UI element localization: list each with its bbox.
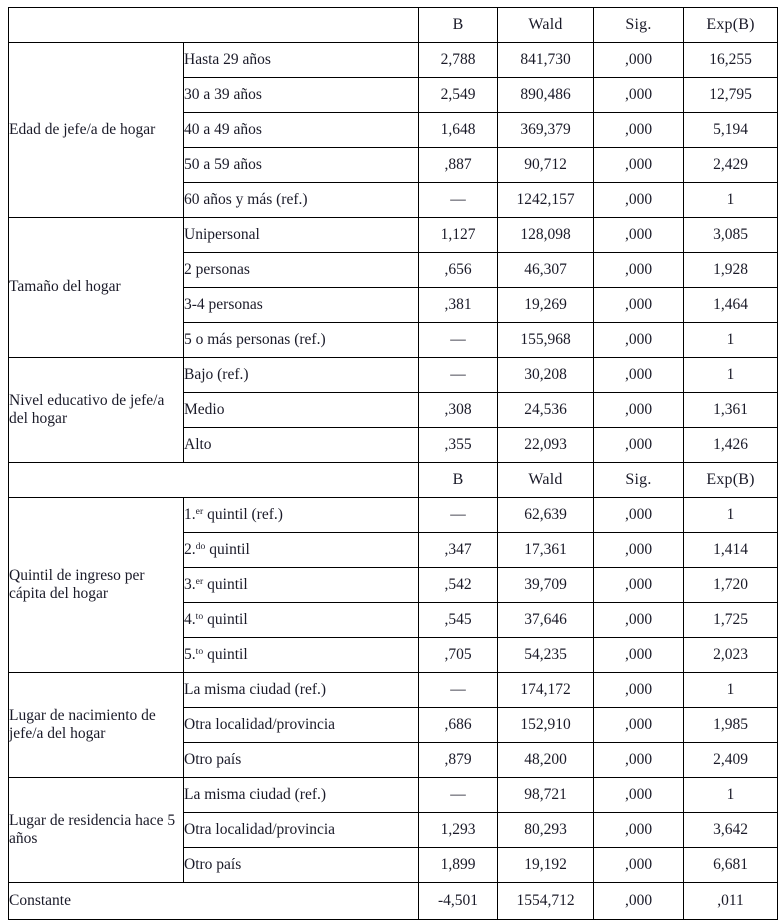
variable-group-label: Lugar de residencia hace 5 años [9, 778, 184, 883]
cell-significance: ,000 [594, 603, 684, 638]
cell-significance: ,000 [594, 568, 684, 603]
cell-exp-b: 1 [684, 358, 778, 393]
category-label: La misma ciudad (ref.) [184, 673, 419, 708]
cell-exp-b: 1 [684, 673, 778, 708]
variable-group-label: Nivel educativo de jefe/a del hogar [9, 358, 184, 463]
column-header-expb: Exp(B) [684, 463, 778, 498]
cell-coefficient-b: ,542 [419, 568, 498, 603]
cell-wald: 22,093 [498, 428, 594, 463]
cell-wald: 1554,712 [498, 883, 594, 920]
cell-exp-b: 3,085 [684, 218, 778, 253]
table-header-row [9, 8, 778, 43]
cell-wald: 24,536 [498, 393, 594, 428]
cell-coefficient-b: — [419, 498, 498, 533]
category-label-text: quintil [203, 575, 248, 593]
cell-coefficient-b: 1,293 [419, 813, 498, 848]
category-label: Hasta 29 años [184, 43, 419, 78]
cell-coefficient-b: 1,899 [419, 848, 498, 883]
cell-coefficient-b: -4,501 [419, 883, 498, 920]
cell-significance: ,000 [594, 813, 684, 848]
category-ordinal-number: 2. [184, 540, 196, 558]
cell-wald: 98,721 [498, 778, 594, 813]
regression-table-container [8, 7, 777, 920]
cell-significance: ,000 [594, 323, 684, 358]
cell-exp-b: 16,255 [684, 43, 778, 78]
category-ordinal-number: 5. [184, 645, 196, 663]
variable-group-label: Lugar de nacimiento de jefe/a del hogar [9, 673, 184, 778]
cell-wald: 19,192 [498, 848, 594, 883]
category-ordinal-suffix: er [195, 576, 204, 588]
variable-group-label: Tamaño del hogar [9, 218, 184, 358]
cell-significance: ,000 [594, 428, 684, 463]
cell-exp-b: 6,681 [684, 848, 778, 883]
category-label [184, 498, 419, 533]
cell-exp-b: ,011 [684, 883, 778, 920]
category-label [184, 638, 419, 673]
table-row [9, 43, 778, 78]
cell-wald: 90,712 [498, 148, 594, 183]
cell-exp-b: 2,409 [684, 743, 778, 778]
cell-exp-b: 2,023 [684, 638, 778, 673]
cell-coefficient-b: — [419, 778, 498, 813]
cell-coefficient-b: — [419, 183, 498, 218]
category-label: 3-4 personas [184, 288, 419, 323]
category-label: Otra localidad/provincia [184, 813, 419, 848]
category-label-text: quintil (ref.) [203, 505, 283, 523]
column-header-sig: Sig. [594, 463, 684, 498]
cell-coefficient-b: ,545 [419, 603, 498, 638]
category-ordinal-number: 1. [184, 505, 196, 523]
category-label [184, 533, 419, 568]
cell-wald: 30,208 [498, 358, 594, 393]
cell-coefficient-b: ,705 [419, 638, 498, 673]
cell-significance: ,000 [594, 218, 684, 253]
category-ordinal-suffix: er [195, 506, 204, 518]
cell-wald: 39,709 [498, 568, 594, 603]
category-label-text: quintil [205, 540, 250, 558]
category-label [184, 603, 419, 638]
category-label: Otro país [184, 743, 419, 778]
cell-wald: 841,730 [498, 43, 594, 78]
cell-coefficient-b: ,656 [419, 253, 498, 288]
category-label: Bajo (ref.) [184, 358, 419, 393]
category-label: Alto [184, 428, 419, 463]
cell-significance: ,000 [594, 778, 684, 813]
cell-significance: ,000 [594, 638, 684, 673]
cell-coefficient-b: ,887 [419, 148, 498, 183]
cell-coefficient-b: ,355 [419, 428, 498, 463]
category-label-text: quintil [203, 645, 248, 663]
cell-exp-b: 3,642 [684, 813, 778, 848]
cell-wald: 1242,157 [498, 183, 594, 218]
cell-exp-b: 1,928 [684, 253, 778, 288]
variable-group-label: Edad de jefe/a de hogar [9, 43, 184, 218]
cell-coefficient-b: ,879 [419, 743, 498, 778]
cell-coefficient-b: ,308 [419, 393, 498, 428]
cell-exp-b: 1,985 [684, 708, 778, 743]
cell-coefficient-b: — [419, 358, 498, 393]
cell-exp-b: 1,464 [684, 288, 778, 323]
constant-label: Constante [9, 883, 419, 920]
cell-exp-b: 1 [684, 323, 778, 358]
cell-wald: 54,235 [498, 638, 594, 673]
cell-exp-b: 12,795 [684, 78, 778, 113]
cell-significance: ,000 [594, 708, 684, 743]
cell-coefficient-b: — [419, 323, 498, 358]
cell-wald: 48,200 [498, 743, 594, 778]
category-ordinal-number: 3. [184, 575, 196, 593]
cell-significance: ,000 [594, 533, 684, 568]
cell-exp-b: 1,414 [684, 533, 778, 568]
cell-wald: 128,098 [498, 218, 594, 253]
cell-exp-b: 1,720 [684, 568, 778, 603]
category-label: Otra localidad/provincia [184, 708, 419, 743]
column-header-b: B [419, 463, 498, 498]
cell-exp-b: 1,426 [684, 428, 778, 463]
header-blank-cell [9, 463, 419, 498]
cell-exp-b: 1,361 [684, 393, 778, 428]
category-label: Otro país [184, 848, 419, 883]
table-row [9, 673, 778, 708]
cell-wald: 890,486 [498, 78, 594, 113]
cell-coefficient-b: 1,648 [419, 113, 498, 148]
cell-significance: ,000 [594, 393, 684, 428]
category-ordinal-suffix: to [195, 611, 204, 623]
cell-exp-b: 5,194 [684, 113, 778, 148]
cell-significance: ,000 [594, 743, 684, 778]
cell-exp-b: 1,725 [684, 603, 778, 638]
category-label-text: quintil [203, 610, 248, 628]
cell-wald: 174,172 [498, 673, 594, 708]
cell-significance: ,000 [594, 883, 684, 920]
cell-wald: 62,639 [498, 498, 594, 533]
cell-wald: 80,293 [498, 813, 594, 848]
column-header-wald: Wald [498, 8, 594, 43]
category-label: La misma ciudad (ref.) [184, 778, 419, 813]
cell-exp-b: 1 [684, 183, 778, 218]
cell-wald: 369,379 [498, 113, 594, 148]
cell-wald: 152,910 [498, 708, 594, 743]
variable-group-label: Quintil de ingreso per cápita del hogar [9, 498, 184, 673]
cell-coefficient-b: ,347 [419, 533, 498, 568]
cell-wald: 46,307 [498, 253, 594, 288]
cell-coefficient-b: 2,788 [419, 43, 498, 78]
cell-coefficient-b: 1,127 [419, 218, 498, 253]
category-label: 60 años y más (ref.) [184, 183, 419, 218]
category-label: 50 a 59 años [184, 148, 419, 183]
cell-coefficient-b: ,686 [419, 708, 498, 743]
cell-significance: ,000 [594, 253, 684, 288]
cell-coefficient-b: 2,549 [419, 78, 498, 113]
cell-exp-b: 2,429 [684, 148, 778, 183]
cell-significance: ,000 [594, 78, 684, 113]
category-label [184, 568, 419, 603]
cell-significance: ,000 [594, 288, 684, 323]
category-label: 40 a 49 años [184, 113, 419, 148]
cell-wald: 19,269 [498, 288, 594, 323]
column-header-b: B [419, 8, 498, 43]
category-label: 30 a 39 años [184, 78, 419, 113]
category-label: 2 personas [184, 253, 419, 288]
cell-coefficient-b: ,381 [419, 288, 498, 323]
cell-significance: ,000 [594, 113, 684, 148]
cell-significance: ,000 [594, 43, 684, 78]
header-blank-cell [9, 8, 419, 43]
category-label: Medio [184, 393, 419, 428]
cell-exp-b: 1 [684, 498, 778, 533]
logistic-regression-table [8, 7, 778, 920]
cell-coefficient-b: — [419, 673, 498, 708]
table-body [9, 8, 778, 920]
cell-significance: ,000 [594, 183, 684, 218]
cell-wald: 155,968 [498, 323, 594, 358]
column-header-wald: Wald [498, 463, 594, 498]
cell-significance: ,000 [594, 848, 684, 883]
table-row [9, 358, 778, 393]
cell-significance: ,000 [594, 358, 684, 393]
cell-wald: 37,646 [498, 603, 594, 638]
category-label: 5 o más personas (ref.) [184, 323, 419, 358]
column-header-sig: Sig. [594, 8, 684, 43]
category-ordinal-suffix: to [195, 646, 204, 658]
table-row [9, 218, 778, 253]
category-ordinal-suffix: do [195, 541, 206, 553]
table-row [9, 498, 778, 533]
cell-significance: ,000 [594, 148, 684, 183]
table-header-row [9, 463, 778, 498]
column-header-expb: Exp(B) [684, 8, 778, 43]
cell-significance: ,000 [594, 498, 684, 533]
cell-wald: 17,361 [498, 533, 594, 568]
category-ordinal-number: 4. [184, 610, 196, 628]
cell-significance: ,000 [594, 673, 684, 708]
cell-exp-b: 1 [684, 778, 778, 813]
category-label: Unipersonal [184, 218, 419, 253]
table-row [9, 778, 778, 813]
